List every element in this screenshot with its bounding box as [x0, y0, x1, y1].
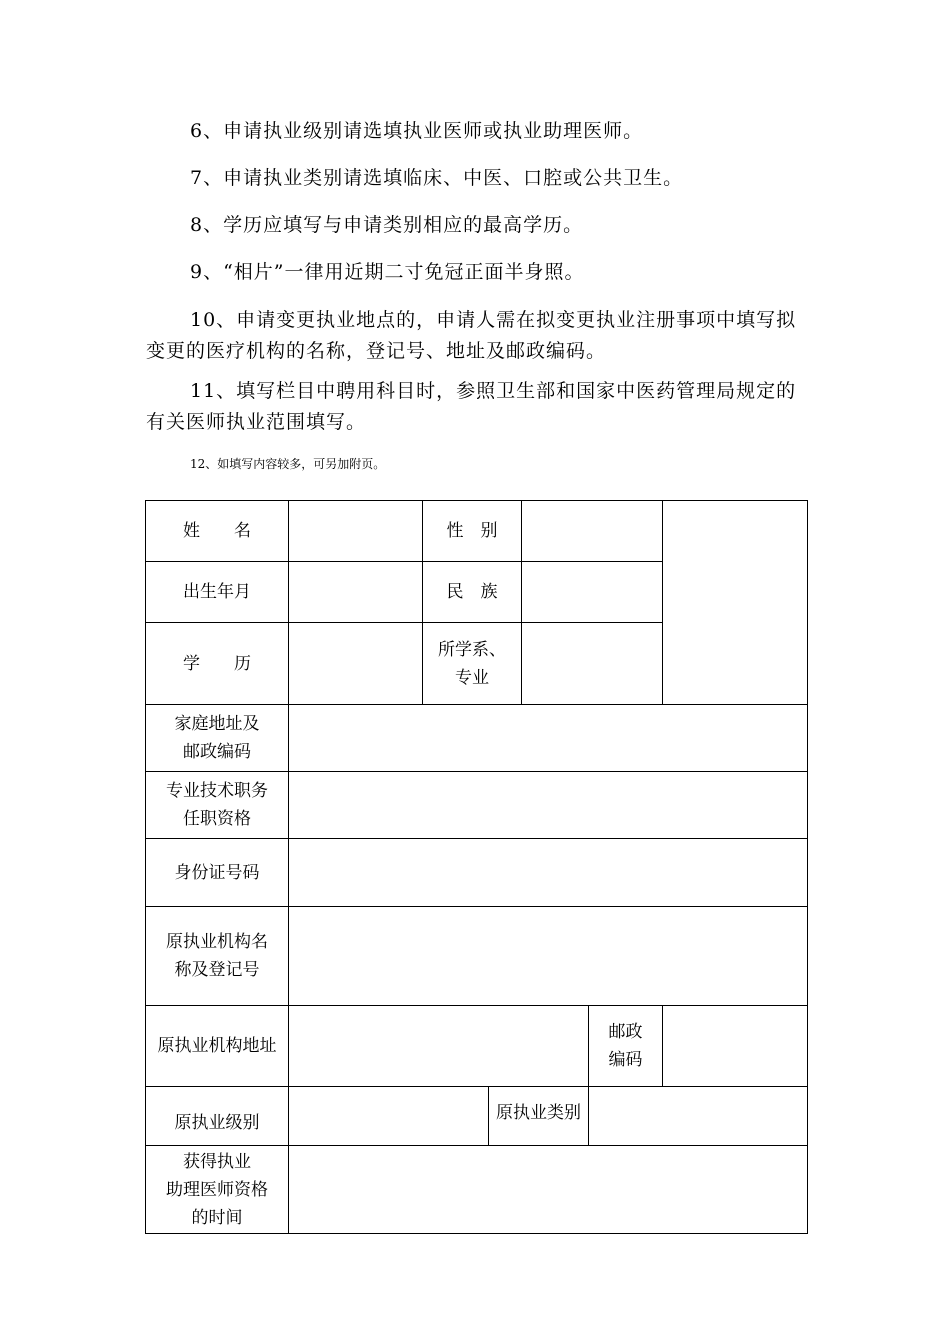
orig-org-label — [146, 907, 289, 1006]
address-label-line1: 家庭地址及 — [174, 714, 260, 734]
orig-category-label: 原执业类别 — [489, 1087, 589, 1146]
instruction-11: 11、填写栏目中聘用科目时，参照卫生部和国家中医药管理局规定的有关医师执业范围填写。 — [146, 380, 797, 433]
qual-time-label-line1: 获得执业 — [183, 1151, 251, 1172]
department-label — [423, 623, 522, 705]
name-label: 姓 名 — [146, 501, 289, 562]
orig-org-label-line2: 称及登记号 — [174, 960, 260, 980]
postcode-label — [589, 1006, 663, 1087]
instruction-10: 10、申请变更执业地点的，申请人需在拟变更执业注册事项中填写拟变更的医疗机构的名称，登记号、地址及邮政编码。 — [146, 309, 797, 362]
qual-time-label-line2: 助理医师资格 — [166, 1179, 268, 1200]
orig-level-label: 原执业级别 — [146, 1087, 289, 1146]
orig-level-field[interactable] — [289, 1087, 489, 1146]
department-field[interactable] — [522, 623, 663, 705]
postcode-field[interactable] — [663, 1006, 808, 1087]
id-label: 身份证号码 — [146, 839, 289, 907]
postcode-label-line1: 邮政 — [608, 1022, 643, 1042]
department-label-line2: 专业 — [455, 667, 489, 688]
photo-area[interactable] — [663, 501, 808, 705]
orig-org-label-line1: 原执业机构名 — [166, 932, 268, 952]
department-label-line1: 所学系、 — [438, 639, 506, 660]
instruction-12: 12、如填写内容较多，可另加附页。 — [190, 457, 386, 471]
postcode-label-line2: 编码 — [608, 1050, 643, 1070]
birth-label: 出生年月 — [146, 562, 289, 623]
instruction-6: 6、申请执业级别请选填执业医师或执业助理医师。 — [190, 120, 644, 142]
education-field[interactable] — [289, 623, 423, 705]
birth-field[interactable] — [289, 562, 423, 623]
qual-time-field[interactable] — [289, 1146, 808, 1234]
name-field[interactable] — [289, 501, 423, 562]
orig-category-field[interactable] — [589, 1087, 808, 1146]
registration-form-table — [145, 500, 808, 1234]
title-field[interactable] — [289, 772, 808, 839]
title-label-line2: 任职资格 — [183, 809, 251, 829]
gender-field[interactable] — [522, 501, 663, 562]
instruction-8: 8、学历应填写与申请类别相应的最高学历。 — [190, 214, 584, 236]
gender-label: 性 别 — [423, 501, 522, 562]
education-label: 学 历 — [146, 623, 289, 705]
address-label-line2: 邮政编码 — [183, 742, 251, 762]
orig-addr-field[interactable] — [289, 1006, 589, 1087]
instruction-9: 9、“相片”一律用近期二寸免冠正面半身照。 — [190, 261, 585, 283]
qual-time-label-line3: 的时间 — [191, 1207, 243, 1228]
orig-org-field[interactable] — [289, 907, 808, 1006]
title-label — [146, 772, 289, 839]
ethnicity-label: 民 族 — [423, 562, 522, 623]
title-label-line1: 专业技术职务 — [166, 781, 268, 801]
qual-time-label — [146, 1146, 289, 1234]
instruction-7: 7、申请执业类别请选填临床、中医、口腔或公共卫生。 — [190, 167, 684, 189]
address-label — [146, 705, 289, 772]
ethnicity-field[interactable] — [522, 562, 663, 623]
orig-addr-label: 原执业机构地址 — [146, 1006, 289, 1087]
address-field[interactable] — [289, 705, 808, 772]
id-field[interactable] — [289, 839, 808, 907]
